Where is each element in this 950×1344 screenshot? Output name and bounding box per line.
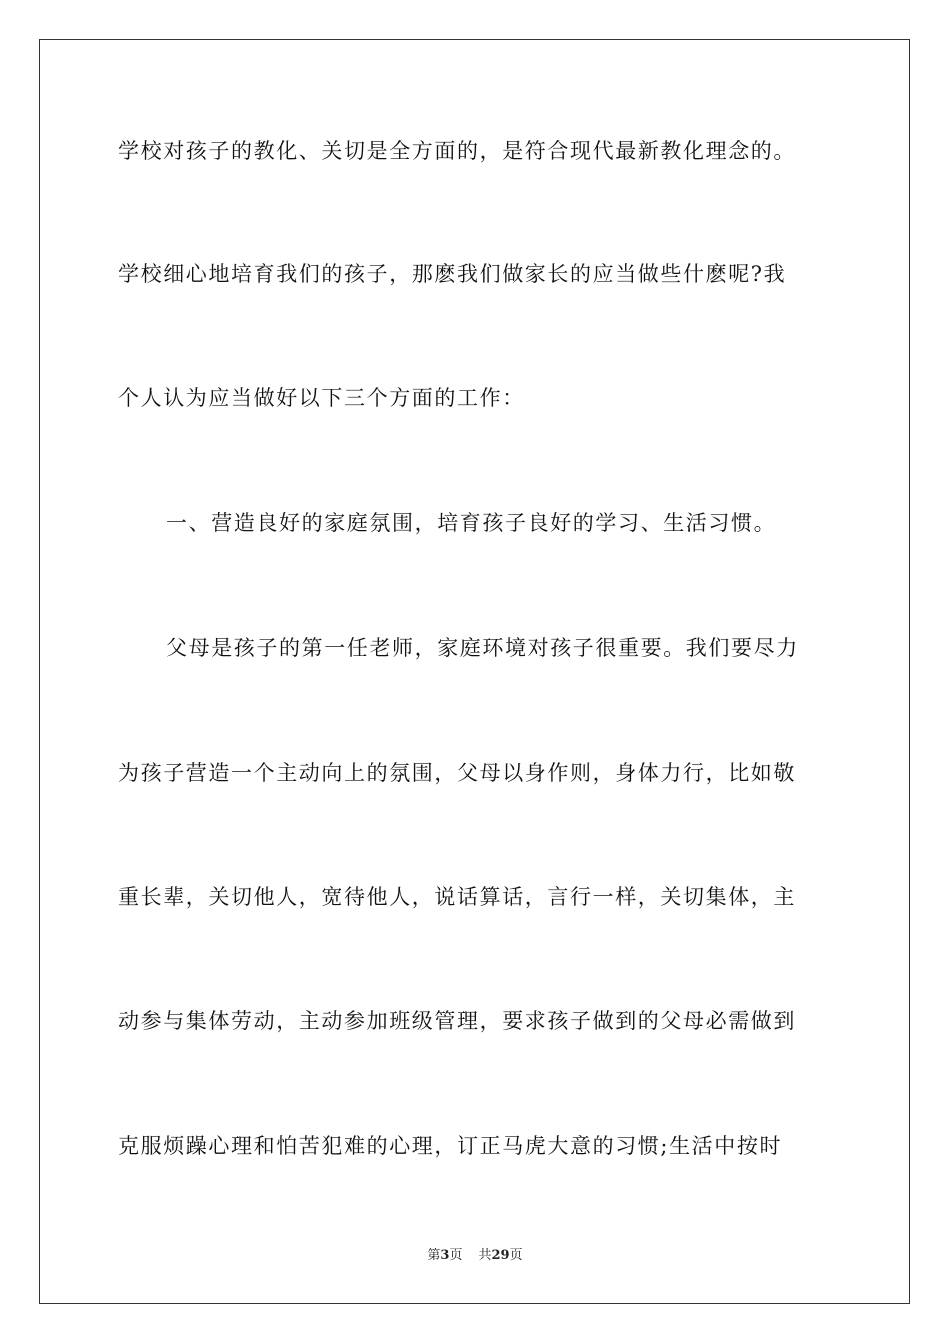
- body-line-6: 为孩子营造一个主动向上的氛围，父母以身作则，身体力行，比如敬: [118, 761, 796, 785]
- body-line-3: 个人认为应当做好以下三个方面的工作：: [118, 386, 525, 410]
- footer-total-suffix: 页: [509, 1248, 523, 1263]
- body-line-1: 学校对孩子的教化、关切是全方面的，是符合现代最新教化理念的。: [118, 139, 796, 163]
- footer-total-pages: 29: [491, 1248, 510, 1263]
- footer-page-number: 3: [440, 1248, 450, 1263]
- footer-page-suffix: 页: [449, 1248, 463, 1263]
- footer-total-prefix: 共: [478, 1248, 492, 1263]
- page-footer: [0, 1247, 950, 1265]
- body-line-7: 重长辈，关切他人，宽待他人，说话算话，言行一样，关切集体，主: [118, 885, 796, 909]
- section-heading-1: 一、营造良好的家庭氛围，培育孩子良好的学习、生活习惯。: [166, 511, 777, 535]
- footer-page-prefix: 第: [427, 1248, 441, 1263]
- page-frame: [39, 39, 910, 1304]
- body-line-2: 学校细心地培育我们的孩子，那麽我们做家长的应当做些什麽呢?我: [118, 262, 787, 286]
- body-line-5: 父母是孩子的第一任老师，家庭环境对孩子很重要。我们要尽力: [166, 636, 799, 660]
- body-line-8: 动参与集体劳动，主动参加班级管理，要求孩子做到的父母必需做到: [118, 1009, 796, 1033]
- body-line-9: 克服烦躁心理和怕苦犯难的心理，订正马虎大意的习惯;生活中按时: [118, 1134, 783, 1158]
